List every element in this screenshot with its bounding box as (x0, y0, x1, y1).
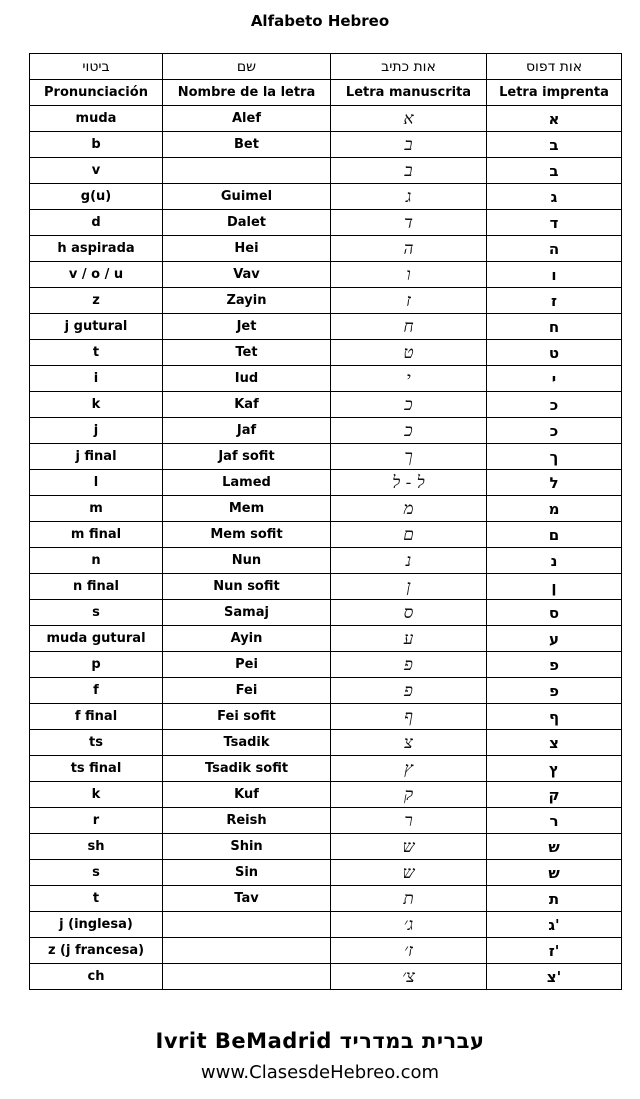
table-row (30, 236, 622, 262)
handwritten-letter-cell: ך (331, 444, 487, 470)
print-letter-cell: ש (487, 860, 622, 886)
handwritten-letter-cell: ח (331, 314, 487, 340)
pronunciation-cell: n final (30, 574, 163, 600)
print-letter-cell: ק (487, 782, 622, 808)
handwritten-letter-cell: כ (331, 392, 487, 418)
pronunciation-cell: ts (30, 730, 163, 756)
table-row (30, 184, 622, 210)
table-row (30, 652, 622, 678)
letter-name-cell: Iud (163, 366, 331, 392)
header-he-name: שם (163, 54, 331, 80)
table-row (30, 808, 622, 834)
letter-name-cell: Pei (163, 652, 331, 678)
print-letter-cell: ב (487, 158, 622, 184)
print-letter-cell: כ (487, 392, 622, 418)
brand-name: Ivrit BeMadrid עברית במדריד (155, 1029, 485, 1053)
handwritten-letter-cell: ף (331, 704, 487, 730)
table-row (30, 548, 622, 574)
handwritten-letter-cell: צ (331, 730, 487, 756)
print-letter-cell: ה (487, 236, 622, 262)
letter-name-cell: Tsadik sofit (163, 756, 331, 782)
print-letter-cell: ב (487, 132, 622, 158)
letter-name-cell: Hei (163, 236, 331, 262)
handwritten-letter-cell: פ (331, 678, 487, 704)
letter-name-cell: Tav (163, 886, 331, 912)
table-row (30, 678, 622, 704)
letter-name-cell: Bet (163, 132, 331, 158)
letter-name-cell: Alef (163, 106, 331, 132)
print-letter-cell: מ (487, 496, 622, 522)
handwritten-letter-cell: פ (331, 652, 487, 678)
letter-name-cell: Vav (163, 262, 331, 288)
print-letter-cell: י (487, 366, 622, 392)
pronunciation-cell: g(u) (30, 184, 163, 210)
table-row (30, 964, 622, 990)
website-url: www.ClasesdeHebreo.com (200, 1062, 440, 1083)
handwritten-letter-cell: י (331, 366, 487, 392)
pronunciation-cell: s (30, 860, 163, 886)
handwritten-letter-cell: צ׳ (331, 964, 487, 990)
print-letter-cell: ר (487, 808, 622, 834)
print-letter-cell: צ' (487, 964, 622, 990)
handwritten-letter-cell: מ (331, 496, 487, 522)
handwritten-letter-cell: ר (331, 808, 487, 834)
pronunciation-cell: i (30, 366, 163, 392)
alphabet-table (29, 53, 622, 990)
handwritten-letter-cell: ם (331, 522, 487, 548)
print-letter-cell: ן (487, 574, 622, 600)
letter-name-cell (163, 938, 331, 964)
letter-name-cell: Guimel (163, 184, 331, 210)
table-row (30, 132, 622, 158)
letter-name-cell: Sin (163, 860, 331, 886)
print-letter-cell: ך (487, 444, 622, 470)
table-row (30, 418, 622, 444)
table-row (30, 704, 622, 730)
table-row (30, 496, 622, 522)
table-row (30, 860, 622, 886)
header-letter-name: Nombre de la letra (163, 80, 331, 106)
pronunciation-cell: v (30, 158, 163, 184)
handwritten-letter-cell: ק (331, 782, 487, 808)
pronunciation-cell: f final (30, 704, 163, 730)
hebrew-header-row (30, 54, 622, 80)
print-letter-cell: ת (487, 886, 622, 912)
letter-name-cell: Fei sofit (163, 704, 331, 730)
print-letter-cell: ט (487, 340, 622, 366)
pronunciation-cell: j final (30, 444, 163, 470)
letter-name-cell: Nun sofit (163, 574, 331, 600)
pronunciation-cell: b (30, 132, 163, 158)
print-letter-cell: ח (487, 314, 622, 340)
print-letter-cell: ש (487, 834, 622, 860)
pronunciation-cell: m (30, 496, 163, 522)
letter-name-cell: Jaf (163, 418, 331, 444)
handwritten-letter-cell: כ (331, 418, 487, 444)
header-he-print: אות דפוס (487, 54, 622, 80)
pronunciation-cell: ts final (30, 756, 163, 782)
print-letter-cell: פ (487, 652, 622, 678)
letter-name-cell: Tsadik (163, 730, 331, 756)
pronunciation-cell: m final (30, 522, 163, 548)
table-row (30, 574, 622, 600)
pronunciation-cell: j gutural (30, 314, 163, 340)
letter-name-cell: Kaf (163, 392, 331, 418)
pronunciation-cell: t (30, 886, 163, 912)
table-row (30, 262, 622, 288)
handwritten-letter-cell: ב (331, 158, 487, 184)
pronunciation-cell: d (30, 210, 163, 236)
table-row (30, 626, 622, 652)
table-row (30, 314, 622, 340)
handwritten-letter-cell: ד (331, 210, 487, 236)
letter-name-cell: Mem sofit (163, 522, 331, 548)
pronunciation-cell: p (30, 652, 163, 678)
letter-name-cell: Dalet (163, 210, 331, 236)
print-letter-cell: כ (487, 418, 622, 444)
handwritten-letter-cell: ה (331, 236, 487, 262)
print-letter-cell: צ (487, 730, 622, 756)
pronunciation-cell: t (30, 340, 163, 366)
letter-name-cell: Mem (163, 496, 331, 522)
handwritten-letter-cell: ס (331, 600, 487, 626)
handwritten-letter-cell: א (331, 106, 487, 132)
letter-name-cell: Fei (163, 678, 331, 704)
table-row (30, 366, 622, 392)
table-row (30, 210, 622, 236)
print-letter-cell: ג' (487, 912, 622, 938)
handwritten-letter-cell: ז (331, 288, 487, 314)
pronunciation-cell: z (30, 288, 163, 314)
letter-name-cell: Nun (163, 548, 331, 574)
print-letter-cell: ג (487, 184, 622, 210)
handwritten-letter-cell: ג (331, 184, 487, 210)
table-row (30, 106, 622, 132)
letter-name-cell (163, 158, 331, 184)
pronunciation-cell: s (30, 600, 163, 626)
pronunciation-cell: k (30, 392, 163, 418)
pronunciation-cell: ch (30, 964, 163, 990)
print-letter-cell: ו (487, 262, 622, 288)
pronunciation-cell: v / o / u (30, 262, 163, 288)
print-letter-cell: ף (487, 704, 622, 730)
letter-name-cell: Lamed (163, 470, 331, 496)
table-row (30, 444, 622, 470)
letter-name-cell: Jaf sofit (163, 444, 331, 470)
table-row (30, 522, 622, 548)
handwritten-letter-cell: ע (331, 626, 487, 652)
table-row (30, 938, 622, 964)
table-row (30, 470, 622, 496)
header-handwritten-letter: Letra manuscrita (331, 80, 487, 106)
handwritten-letter-cell: ת (331, 886, 487, 912)
table-row (30, 392, 622, 418)
letter-name-cell (163, 964, 331, 990)
table-row (30, 730, 622, 756)
page-title: Alfabeto Hebreo (250, 12, 390, 30)
letter-name-cell (163, 912, 331, 938)
table-row (30, 288, 622, 314)
print-letter-cell: פ (487, 678, 622, 704)
print-letter-cell: ד (487, 210, 622, 236)
handwritten-letter-cell: ט (331, 340, 487, 366)
handwritten-letter-cell: ל - ל (331, 470, 487, 496)
table-row (30, 756, 622, 782)
print-letter-cell: ע (487, 626, 622, 652)
handwritten-letter-cell: ו (331, 262, 487, 288)
print-letter-cell: ז' (487, 938, 622, 964)
pronunciation-cell: sh (30, 834, 163, 860)
pronunciation-cell: n (30, 548, 163, 574)
letter-name-cell: Kuf (163, 782, 331, 808)
pronunciation-cell: f (30, 678, 163, 704)
table-row (30, 782, 622, 808)
print-letter-cell: ץ (487, 756, 622, 782)
handwritten-letter-cell: ש (331, 834, 487, 860)
table-row (30, 340, 622, 366)
header-print-letter: Letra imprenta (487, 80, 622, 106)
letter-name-cell: Reish (163, 808, 331, 834)
handwritten-letter-cell: ג׳ (331, 912, 487, 938)
print-letter-cell: ז (487, 288, 622, 314)
table-row (30, 158, 622, 184)
handwritten-letter-cell: נ (331, 548, 487, 574)
letter-name-cell: Samaj (163, 600, 331, 626)
pronunciation-cell: k (30, 782, 163, 808)
pronunciation-cell: z (j francesa) (30, 938, 163, 964)
print-letter-cell: ם (487, 522, 622, 548)
header-he-pronunciation: ביטוי (30, 54, 163, 80)
print-letter-cell: ס (487, 600, 622, 626)
letter-name-cell: Jet (163, 314, 331, 340)
table-row (30, 886, 622, 912)
letter-name-cell: Ayin (163, 626, 331, 652)
pronunciation-cell: l (30, 470, 163, 496)
pronunciation-cell: muda gutural (30, 626, 163, 652)
print-letter-cell: נ (487, 548, 622, 574)
handwritten-letter-cell: ב (331, 132, 487, 158)
table-row (30, 834, 622, 860)
pronunciation-cell: j (inglesa) (30, 912, 163, 938)
table-row (30, 600, 622, 626)
handwritten-letter-cell: ן (331, 574, 487, 600)
letter-name-cell: Shin (163, 834, 331, 860)
pronunciation-cell: muda (30, 106, 163, 132)
table-row (30, 912, 622, 938)
header-he-handwritten: אות כתיב (331, 54, 487, 80)
pronunciation-cell: j (30, 418, 163, 444)
pronunciation-cell: h aspirada (30, 236, 163, 262)
spanish-header-row (30, 80, 622, 106)
handwritten-letter-cell: ז׳ (331, 938, 487, 964)
print-letter-cell: א (487, 106, 622, 132)
handwritten-letter-cell: ץ (331, 756, 487, 782)
letter-name-cell: Zayin (163, 288, 331, 314)
print-letter-cell: ל (487, 470, 622, 496)
letter-name-cell: Tet (163, 340, 331, 366)
pronunciation-cell: r (30, 808, 163, 834)
handwritten-letter-cell: ש (331, 860, 487, 886)
header-pronunciation: Pronunciación (30, 80, 163, 106)
